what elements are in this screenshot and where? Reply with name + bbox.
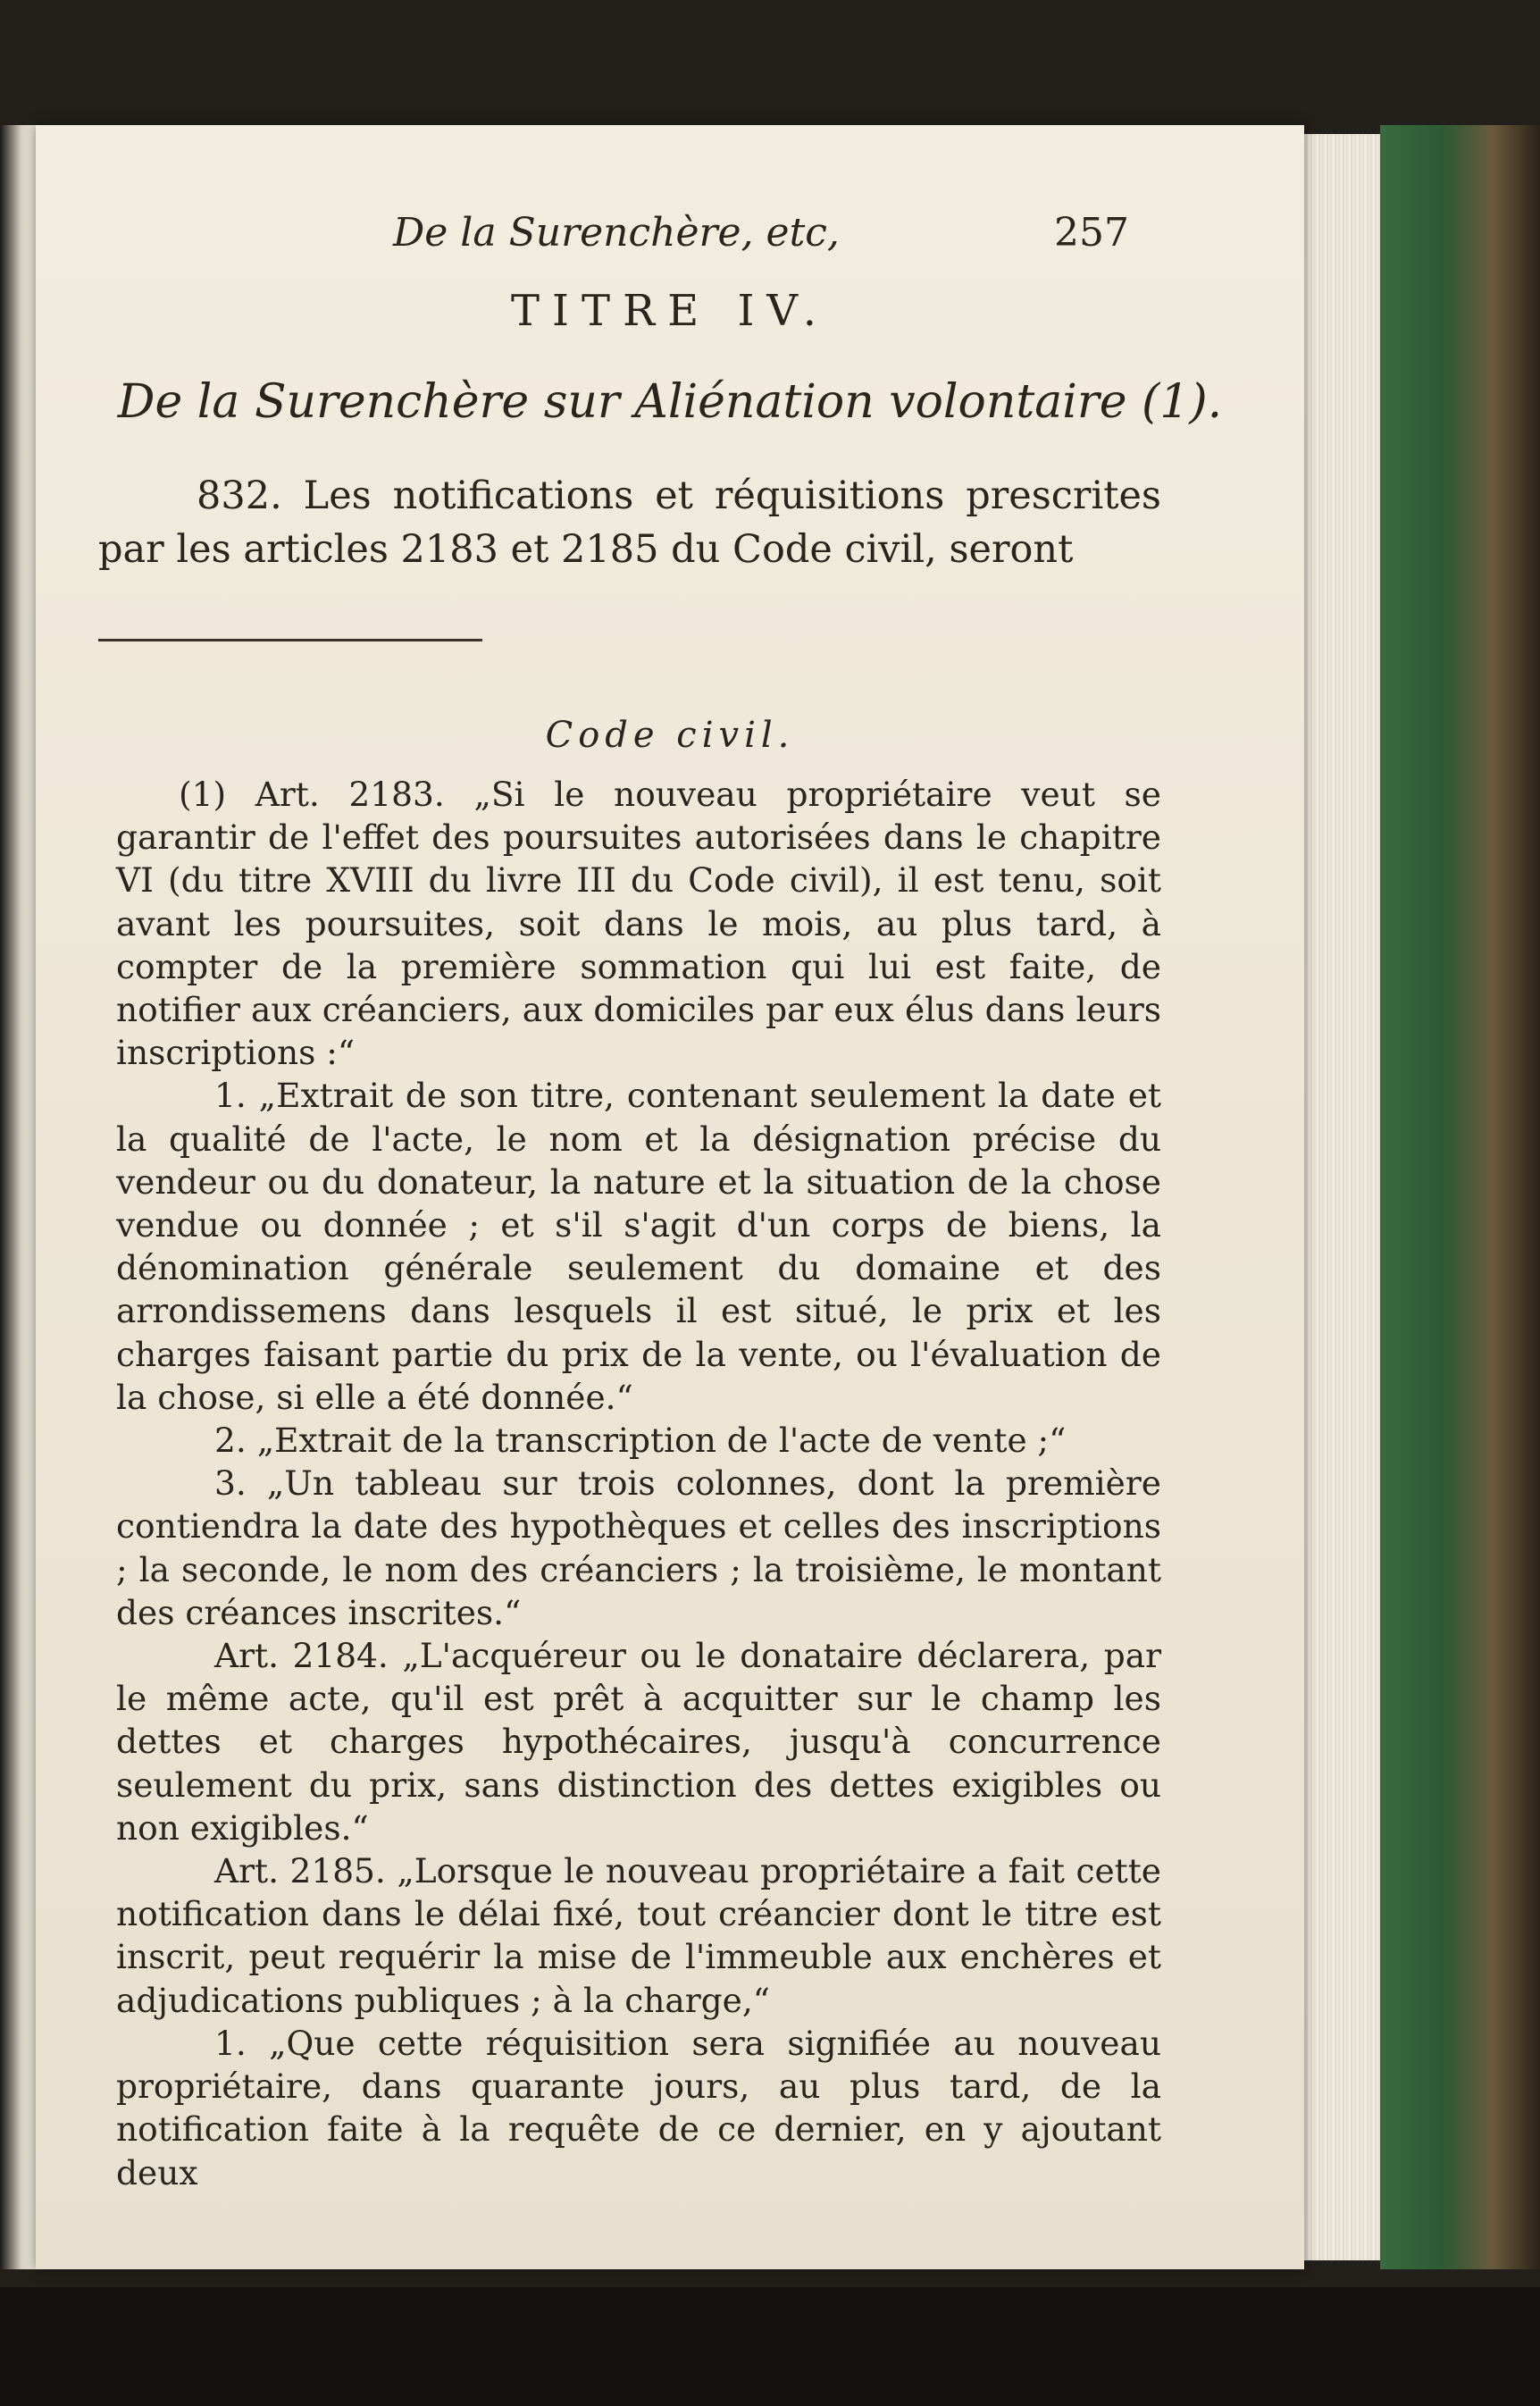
left-page-edge bbox=[0, 125, 36, 2269]
footnote-paragraph: Art. 2184. „L'acquéreur ou le donataire déclarera, par le même acte, qu'il est prêt à acquitter sur le champ les dettes et charges hypothécaires, jusqu'à concurrence seulement du prix, sans distinction des dettes exigibles ou non exigibles.“ bbox=[116, 1636, 1161, 1848]
footnote-paragraph: 3. „Un tableau sur trois colonnes, dont la première contiendra la date des hypothèques et celles des inscriptions ; la seconde, le nom des créanciers ; la troisième, le montant des créances inscrites.“ bbox=[116, 1463, 1161, 1632]
page-number: 257 bbox=[1054, 210, 1129, 256]
intro-paragraph bbox=[98, 469, 1161, 576]
chapter-subtitle: De la Surenchère sur Aliénation volontaire (1). bbox=[117, 375, 1223, 429]
running-title: De la Surenchère, etc, bbox=[393, 210, 840, 256]
running-head bbox=[36, 210, 1304, 272]
background-bottom bbox=[0, 2287, 1540, 2406]
footnote-paragraph: 1. „Que cette réquisition sera signifiée au nouveau propriétaire, dans quarante jours, au plus tard, de la notification faite à la requête de ce dernier, en y ajoutant deux bbox=[116, 2023, 1161, 2192]
intro-text: 832. Les notifications et réquisitions prescrites par les articles 2183 et 2185 du Code civil, seront bbox=[98, 474, 1161, 572]
book-page bbox=[36, 125, 1304, 2269]
footnote-paragraph: 2. „Extrait de la transcription de l'acte de vente ;“ bbox=[214, 1421, 1067, 1461]
chapter-title: TITRE IV. bbox=[511, 286, 829, 336]
footnote-paragraph: 1. „Extrait de son titre, contenant seulement la date et la qualité de l'acte, le nom et la désignation précise du vendeur ou du donateur, la nature et la situation de la chose vendue ou donnée ; et s'il s'agit d'un corps de biens, la dénomination générale seulement du domaine et des arrondissemens dans lesquels il est situé, le prix et les charges faisant partie du prix de la vente, ou l'évaluation de la chose, si elle a été donnée.“ bbox=[116, 1076, 1161, 1417]
footnote-rule bbox=[98, 639, 482, 641]
footnote-body bbox=[116, 773, 1161, 2194]
footnote-paragraph: (1) Art. 2183. „Si le nouveau propriétaire veut se garantir de l'effet des poursuites autorisées dans le chapitre VI (du titre XVIII du livre III du Code civil), il est tenu, soit avant les poursuites, soit dans le mois, au plus tard, à compter de la première sommation qui lui est faite, de notifier aux créanciers, aux domiciles par eux élus dans leurs inscriptions :“ bbox=[116, 775, 1161, 1073]
footnote-section-title: Code civil. bbox=[545, 715, 795, 756]
footnote-paragraph: Art. 2185. „Lorsque le nouveau propriétaire a fait cette notification dans le délai fixé, tout créancier dont le titre est inscrit, peut requérir la mise de l'immeuble aux enchères et adjudications publiques ; à la charge,“ bbox=[116, 1851, 1161, 2020]
book-cover bbox=[1380, 125, 1540, 2269]
